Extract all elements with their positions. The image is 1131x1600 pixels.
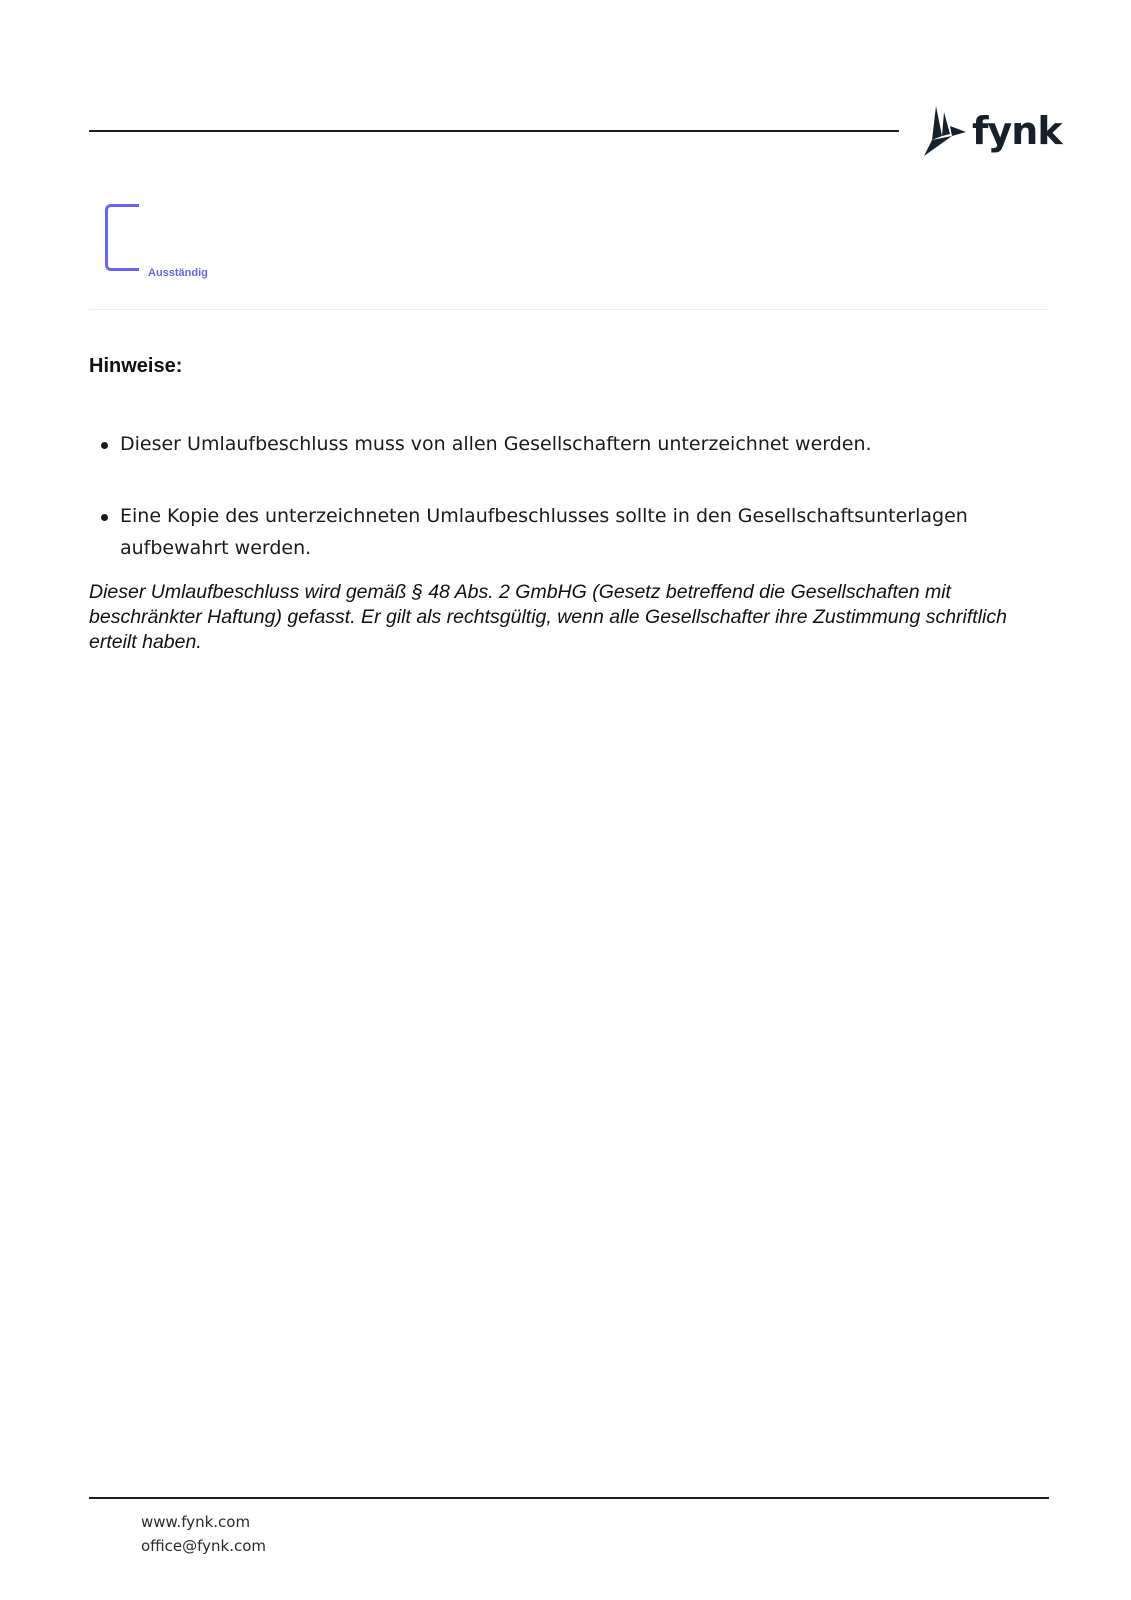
footer-rule <box>89 1497 1049 1499</box>
footer-email[interactable]: office@fynk.com <box>141 1537 267 1555</box>
signature-status: Ausständig <box>148 267 208 279</box>
section-divider <box>89 309 1049 310</box>
notes-list <box>89 428 1029 564</box>
bullet-icon <box>101 442 108 449</box>
legal-notice: Dieser Umlaufbeschluss wird gemäß § 48 Abs. 2 GmbHG (Gesetz betreffend die Gesellschaften mit beschränkter Haftung) gefasst. Er gilt als rechtsgültig, wenn alle Gesellschafter ihre Zustimmung schriftlich erteilt haben. <box>89 581 1007 653</box>
note-text: Dieser Umlaufbeschluss muss von allen Gesellschaftern unterzeichnet werden. <box>120 433 872 455</box>
list-item <box>89 500 1029 564</box>
footer <box>141 1510 266 1558</box>
list-item <box>89 428 1029 460</box>
note-text: Eine Kopie des unterzeichneten Umlaufbeschlusses sollte in den Gesellschaftsunterlagen aufbewahrt werden. <box>120 505 968 559</box>
footer-website[interactable]: www.fynk.com <box>141 1513 251 1531</box>
bird-logo-icon <box>922 106 968 156</box>
signature-placeholder[interactable] <box>105 204 139 271</box>
header-rule <box>89 130 899 132</box>
logo-text: fynk <box>972 109 1062 153</box>
notes-heading: Hinweise: <box>89 355 183 377</box>
bullet-icon <box>101 514 108 521</box>
fynk-logo <box>922 106 1062 156</box>
